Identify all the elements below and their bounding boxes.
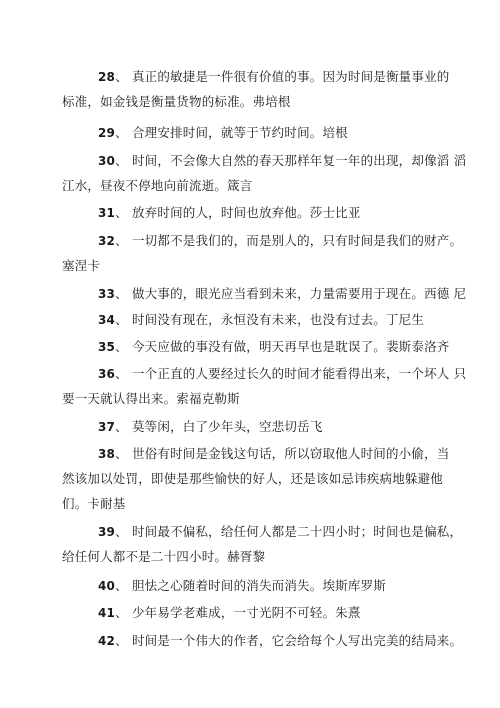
quote-35	[62, 334, 450, 359]
quote-line	[62, 573, 447, 598]
quote-line: 给任何人都不是二十四小时。赫胥黎	[62, 549, 266, 564]
quote-text: 、 少年易学老难成，一寸光阴不可轻。朱熹	[115, 605, 361, 620]
quote-number: 38	[98, 447, 116, 461]
quote-text: 、 胆怯之心随着时间的消失而消失。埃斯库罗斯	[115, 578, 386, 593]
quote-line: 们。卡耐基	[62, 496, 126, 511]
quote-line	[62, 281, 467, 306]
quote-line	[62, 307, 447, 332]
quote-text: 、 时间没有现在，永恒没有未来，也没有过去。丁尼生	[115, 312, 425, 327]
quote-line: 塞涅卡	[62, 258, 101, 273]
quote-29	[62, 120, 447, 145]
quote-line	[62, 120, 447, 145]
quote-number: 42	[98, 634, 116, 648]
quote-line	[62, 228, 463, 253]
quote-number: 31	[98, 206, 116, 220]
quote-33	[62, 281, 467, 306]
quote-text: 、 今天应做的事没有做，明天再早也是耽误了。裴斯泰洛齐	[115, 339, 450, 354]
quote-number: 30	[98, 154, 116, 168]
quote-line	[62, 441, 450, 466]
quote-line: 然该加以处罚，即使是那些愉快的好人，还是该如忌讳疾病地躲避他	[62, 471, 444, 486]
quote-31	[62, 200, 447, 225]
quote-text: 、 时间最不偏私，给任何人都是二十四小时；时间也是偏私，	[115, 524, 463, 539]
quote-line	[62, 628, 463, 653]
quote-number: 39	[98, 525, 116, 539]
quote-40	[62, 573, 447, 598]
quote-line	[62, 200, 447, 225]
quote-text: 、 一切都不是我们的，而是别人的，只有时间是我们的财产。	[115, 233, 463, 248]
quote-line	[62, 361, 467, 386]
quote-line	[62, 519, 463, 544]
quote-37	[62, 414, 447, 439]
quote-38	[62, 441, 450, 516]
quote-42	[62, 628, 463, 653]
quote-text: 、 做大事的，眼光应当看到未来，力量需要用于现在。西德 尼	[115, 286, 467, 301]
quote-line: 要一天就认得出来。索福克勒斯	[62, 391, 240, 406]
quote-number: 32	[98, 234, 116, 248]
quote-line	[62, 64, 450, 89]
quote-line	[62, 148, 467, 173]
quote-text: 、 放弃时间的人，时间也放弃他。莎士比亚	[115, 205, 361, 220]
quote-number: 33	[98, 287, 116, 301]
quote-line: 江水，昼夜不停地向前流逝。箴言	[62, 178, 253, 193]
quote-number: 29	[98, 126, 116, 140]
quote-number: 37	[98, 420, 116, 434]
quote-number: 35	[98, 340, 116, 354]
quote-text: 、 合理安排时间，就等于节约时间。培根	[115, 125, 348, 140]
quote-text: 、 真正的敏捷是一件很有价值的事。因为时间是衡量事业的	[115, 69, 450, 84]
quote-text: 、 时间是一个伟大的作者，它会给每个人写出完美的结局来。	[115, 633, 463, 648]
quote-32	[62, 228, 463, 278]
quote-line	[62, 600, 447, 625]
quote-text: 、 时间，不会像大自然的春天那样年复一年的出现，却像滔 滔	[115, 153, 467, 168]
quote-number: 28	[98, 70, 116, 84]
quote-number: 41	[98, 606, 116, 620]
quote-line	[62, 334, 450, 359]
quote-line	[62, 414, 447, 439]
quote-41	[62, 600, 447, 625]
quote-36	[62, 361, 467, 411]
quote-number: 40	[98, 579, 116, 593]
quote-39	[62, 519, 463, 569]
quote-30	[62, 148, 467, 198]
quote-number: 34	[98, 313, 116, 327]
quote-text: 、 莫等闲，白了少年头，空悲切岳飞	[115, 419, 323, 434]
quote-34	[62, 307, 447, 332]
quote-text: 、 一个正直的人要经过长久的时间才能看得出来，一个坏人 只	[115, 366, 467, 381]
quote-28	[62, 64, 450, 114]
quote-text: 、 世俗有时间是金钱这句话，所以窃取他人时间的小偷，当	[115, 446, 450, 461]
quote-line: 标准，如金钱是衡量货物的标准。弗培根	[62, 94, 291, 109]
quote-number: 36	[98, 367, 116, 381]
